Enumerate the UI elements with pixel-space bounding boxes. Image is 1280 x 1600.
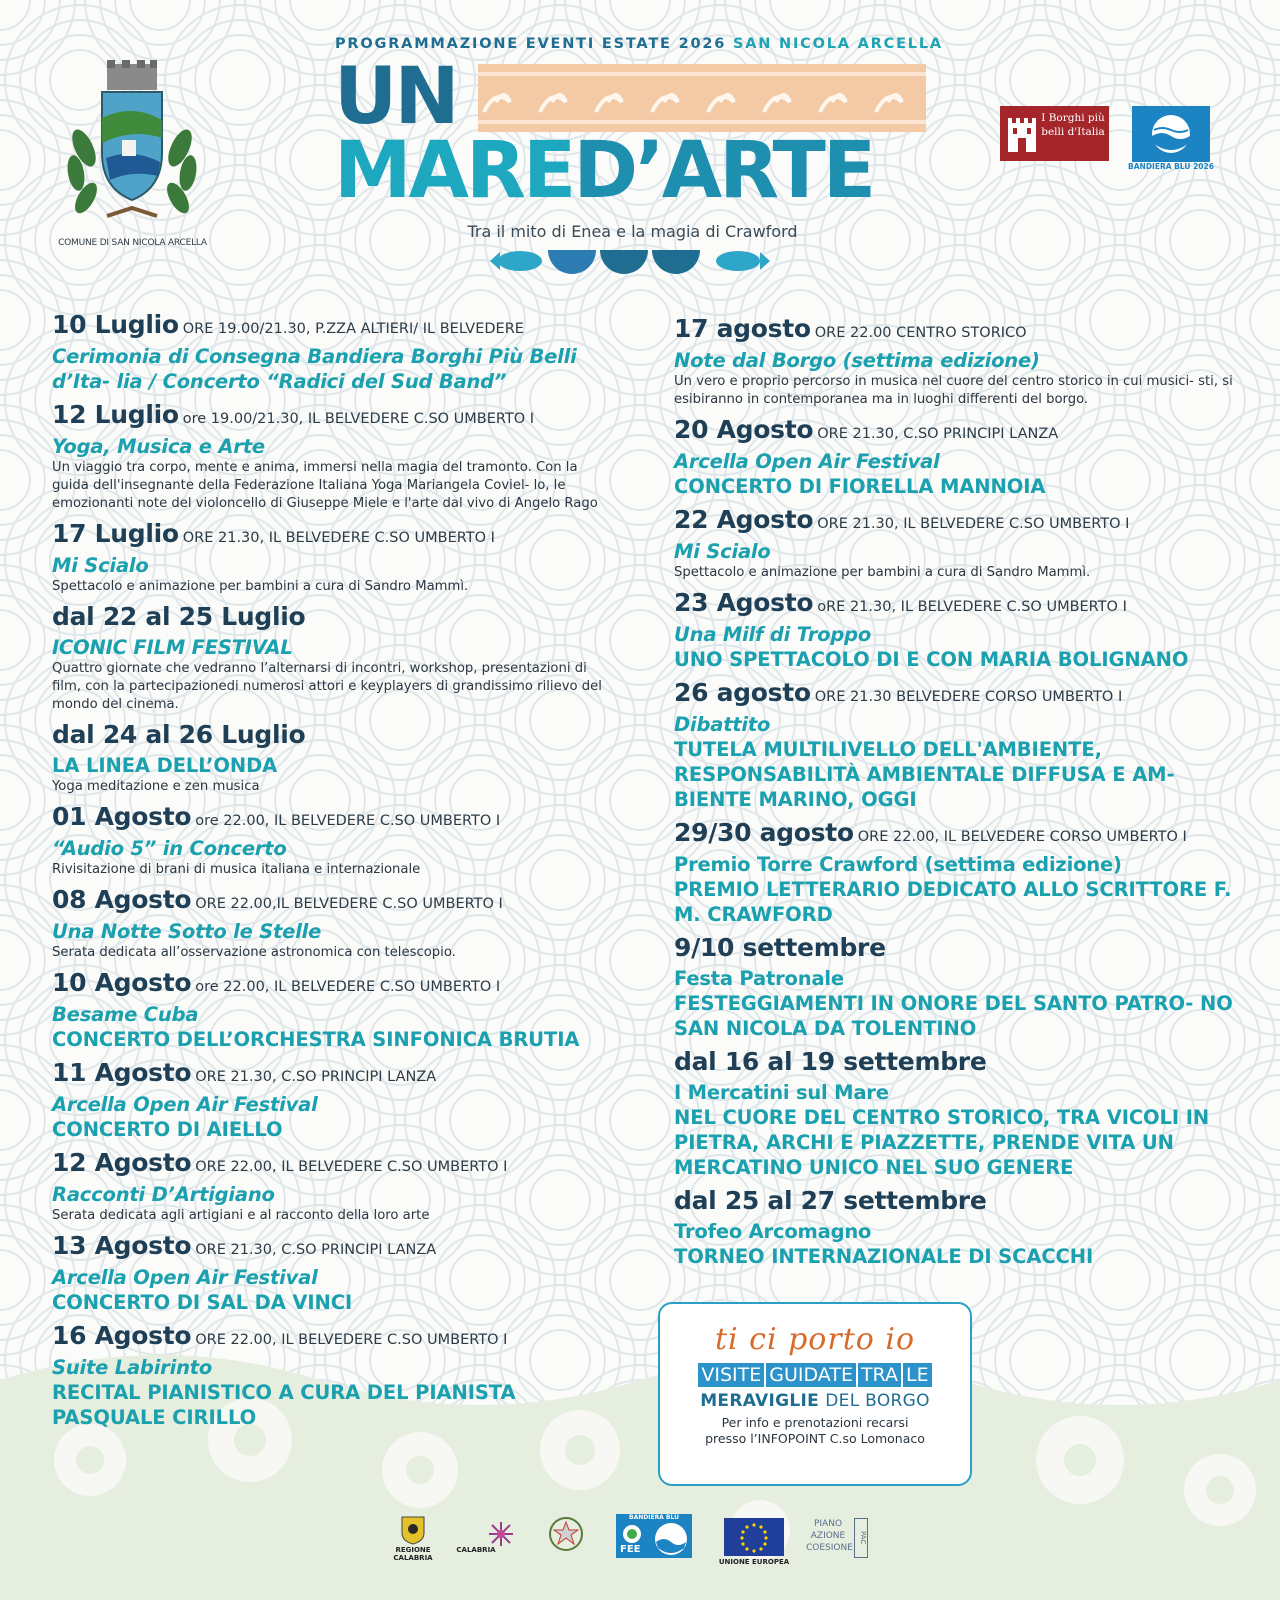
meraviglie-heading <box>660 1391 970 1411</box>
title-darte: D’ARTE <box>573 126 874 216</box>
pac-text-line: PIANO <box>813 1519 843 1529</box>
event-header <box>674 415 1234 449</box>
meraviglie-word: MERAVIGLIE <box>700 1391 820 1411</box>
fish-waves-decoration <box>490 244 770 278</box>
event-time: ORE 22.00, IL BELVEDERE C.SO UMBERTO I <box>195 1332 508 1348</box>
event-name: Festa Patronale <box>674 967 844 990</box>
event-item <box>674 678 1234 812</box>
event-item <box>52 602 612 714</box>
regione-calabria-shield-icon <box>400 1515 426 1545</box>
event-header <box>52 1058 612 1092</box>
event-time: ORE 21.30, IL BELVEDERE C.SO UMBERTO I <box>817 516 1130 532</box>
event-item <box>52 1321 612 1430</box>
event-name: “Audio 5” in Concerto <box>52 837 287 860</box>
info-note <box>660 1415 970 1447</box>
event-item <box>52 310 612 394</box>
borghi-text: I Borghi più belli d'Italia <box>1041 112 1105 138</box>
event-item <box>674 933 1234 1041</box>
event-subtitle: TORNEO INTERNAZIONALE DI SCACCHI <box>674 1245 1094 1268</box>
tag-word: LE <box>903 1363 932 1387</box>
castle-tower-icon <box>1006 114 1038 154</box>
tag-word: TRA <box>858 1363 901 1387</box>
events-column-right <box>674 314 1234 1275</box>
event-item <box>52 1058 612 1142</box>
guided-tours-slogan: ti ci porto io <box>714 1322 916 1357</box>
event-date: dal 24 al 26 Luglio <box>52 720 306 749</box>
event-item <box>52 400 612 513</box>
event-time: ORE 21.30, IL BELVEDERE C.SO UMBERTO I <box>182 530 495 546</box>
fee-label: FEE <box>620 1544 641 1555</box>
event-time: ORE 22.00,IL BELVEDERE C.SO UMBERTO I <box>195 896 503 912</box>
event-description: Un vero e proprio percorso in musica nel cuore del centro storico in cui musici- sti, si esibiranno in contemporanea ma in luoghi differenti del borgo. <box>674 374 1233 407</box>
event-item <box>674 818 1234 927</box>
wave-band-decoration <box>478 64 926 132</box>
event-name: Cerimonia di Consegna Bandiera Borghi Più Belli d’Ita- lia / Concerto “Radici del Sud Band” <box>52 345 577 393</box>
event-subtitle: TUTELA MULTILIVELLO DELL'AMBIENTE, RESPONSABILITÀ AMBIENTALE DIFFUSA E AM- BIENTE MARINO, OGGI <box>674 738 1175 811</box>
bandiera-blu-fee-caption: BANDIERA BLU <box>629 1514 679 1521</box>
event-date: 20 Agosto <box>674 415 814 444</box>
event-subtitle: FESTEGGIAMENTI IN ONORE DEL SANTO PATRO- NO SAN NICOLA DA TOLENTINO <box>674 992 1233 1040</box>
event-item <box>674 505 1234 582</box>
event-header <box>674 1186 1234 1219</box>
event-header <box>52 602 612 635</box>
event-subtitle: CONCERTO DI AIELLO <box>52 1118 283 1141</box>
event-time: ore 19.00/21.30, IL BELVEDERE C.SO UMBERTO I <box>182 411 535 427</box>
event-date: 17 agosto <box>674 314 811 343</box>
event-date: 12 Agosto <box>52 1148 192 1177</box>
event-description: Yoga meditazione e zen musica <box>52 779 260 794</box>
event-time: ORE 22.00, IL BELVEDERE CORSO UMBERTO I <box>857 829 1187 845</box>
event-subtitle: NEL CUORE DEL CENTRO STORICO, TRA VICOLI IN PIETRA, ARCHI E PIAZZETTE, PRENDE VITA UN MERCATINO UNICO NEL SUO GENERE <box>674 1106 1210 1179</box>
event-header <box>52 802 612 836</box>
event-name: Dibattito <box>674 713 771 736</box>
bandiera-blu-logo <box>1132 106 1210 162</box>
event-date: 22 Agosto <box>674 505 814 534</box>
event-header <box>52 519 612 553</box>
event-description: Spettacolo e animazione per bambini a cura di Sandro Mammì. <box>52 579 469 594</box>
info-note-line: Per info e prenotazioni recarsi <box>721 1415 909 1430</box>
pac-text-line: COESIONE <box>806 1543 853 1553</box>
event-date: 17 Luglio <box>52 519 179 548</box>
event-header <box>52 310 612 344</box>
del-borgo-word: DEL BORGO <box>825 1391 930 1411</box>
event-time: ore 22.00, IL BELVEDERE C.SO UMBERTO I <box>195 979 501 995</box>
guided-tours-box <box>658 1302 972 1486</box>
event-date: 16 Agosto <box>52 1321 192 1350</box>
event-item <box>674 314 1234 409</box>
crest-caption: COMUNE DI SAN NICOLA ARCELLA <box>58 238 207 248</box>
borghi-piu-belli-logo <box>1000 106 1109 161</box>
event-name: Premio Torre Crawford (settima edizione) <box>674 853 1122 876</box>
event-item <box>52 720 612 796</box>
guided-tours-tagline <box>660 1363 970 1387</box>
bandiera-blu-fee-logo <box>616 1514 692 1558</box>
bandiera-blu-caption: BANDIERA BLU 2026 <box>1128 162 1214 171</box>
eu-caption: UNIONE EUROPEA <box>718 1558 790 1566</box>
event-date: dal 25 al 27 settembre <box>674 1186 987 1215</box>
event-header <box>52 1231 612 1265</box>
title-mare-darte <box>334 126 874 216</box>
title-mare: MARE <box>334 126 574 216</box>
event-header <box>52 400 612 434</box>
event-name: Una Notte Sotto le Stelle <box>52 920 322 943</box>
event-item <box>52 885 612 962</box>
event-header <box>674 505 1234 539</box>
event-name: I Mercatini sul Mare <box>674 1081 889 1104</box>
event-time: ORE 21.30 BELVEDERE CORSO UMBERTO I <box>814 689 1123 705</box>
event-item <box>674 588 1234 672</box>
event-name: Una Milf di Troppo <box>674 623 872 646</box>
italian-republic-emblem-icon <box>548 1516 584 1552</box>
event-item <box>674 1047 1234 1180</box>
event-subtitle: PREMIO LETTERARIO DEDICATO ALLO SCRITTORE F. M. CRAWFORD <box>674 878 1232 926</box>
event-header <box>52 720 612 753</box>
event-date: 26 agosto <box>674 678 811 707</box>
regione-calabria-caption: REGIONE CALABRIA <box>393 1546 433 1562</box>
event-time: ore 22.00, IL BELVEDERE C.SO UMBERTO I <box>195 813 501 829</box>
event-name: Mi Scialo <box>674 540 771 563</box>
event-subtitle: UNO SPETTACOLO DI E CON MARIA BOLIGNANO <box>674 648 1189 671</box>
event-name: Mi Scialo <box>52 554 149 577</box>
event-description: Serata dedicata all’osservazione astronomica con telescopio. <box>52 945 456 960</box>
event-name: Racconti D’Artigiano <box>52 1183 275 1206</box>
event-time: ORE 19.00/21.30, P.ZZA ALTIERI/ IL BELVEDERE <box>182 321 524 337</box>
event-name: Arcella Open Air Festival <box>52 1093 318 1116</box>
event-date: 08 Agosto <box>52 885 192 914</box>
event-date: 13 Agosto <box>52 1231 192 1260</box>
event-header <box>52 968 612 1002</box>
event-subtitle: CONCERTO DI FIORELLA MANNOIA <box>674 475 1046 498</box>
event-header <box>674 933 1234 966</box>
municipal-crest-icon <box>62 58 202 228</box>
event-item <box>52 1231 612 1315</box>
event-time: ORE 21.30, C.SO PRINCIPI LANZA <box>195 1242 437 1258</box>
event-date: 9/10 settembre <box>674 933 886 962</box>
event-item <box>52 519 612 596</box>
tag-word: GUIDATE <box>766 1363 856 1387</box>
event-header <box>674 588 1234 622</box>
event-header <box>674 314 1234 348</box>
event-name: Yoga, Musica e Arte <box>52 435 265 458</box>
event-header <box>52 1321 612 1355</box>
event-time: oRE 21.30, IL BELVEDERE C.SO UMBERTO I <box>817 599 1127 615</box>
info-note-line: presso l’INFOPOINT C.so Lomonaco <box>705 1431 925 1446</box>
event-name: Arcella Open Air Festival <box>52 1266 318 1289</box>
event-time: ORE 21.30, C.SO PRINCIPI LANZA <box>195 1069 437 1085</box>
event-name: Note dal Borgo (settima edizione) <box>674 349 1040 372</box>
event-description: Un viaggio tra corpo, mente e anima, immersi nella magia del tramonto. Con la guida dell'insegnante della Federazione Italiana Yoga Mariangela Coviel- lo, le emozionanti note del violoncello di Giuseppe Miele e l'arte dal vivo di Angelo Rago <box>52 460 598 511</box>
event-name: Arcella Open Air Festival <box>674 450 940 473</box>
eu-flag-icon <box>724 1518 784 1556</box>
event-header <box>52 885 612 919</box>
tag-word: VISITE <box>698 1363 764 1387</box>
event-time: ORE 22.00, IL BELVEDERE C.SO UMBERTO I <box>195 1159 508 1175</box>
pac-text-line: AZIONE <box>810 1531 846 1541</box>
event-subtitle: RECITAL PIANISTICO A CURA DEL PIANISTA PASQUALE CIRILLO <box>52 1381 516 1429</box>
event-item <box>52 802 612 879</box>
event-item <box>52 1148 612 1225</box>
events-column-left <box>52 310 612 1436</box>
event-header <box>674 678 1234 712</box>
program-label: PROGRAMMAZIONE EVENTI ESTATE 2026 <box>335 36 727 52</box>
event-time: ORE 22.00 CENTRO STORICO <box>814 325 1027 341</box>
pac-tag: PAC <box>854 1518 868 1558</box>
globe-icon <box>622 1524 642 1544</box>
bandiera-blu-wave-icon <box>654 1522 688 1556</box>
event-date: 01 Agosto <box>52 802 192 831</box>
event-item <box>674 415 1234 499</box>
event-subtitle: CONCERTO DI SAL DA VINCI <box>52 1291 353 1314</box>
event-description: Serata dedicata agli artigiani e al racconto della loro arte <box>52 1208 430 1223</box>
event-date: 12 Luglio <box>52 400 179 429</box>
event-description: Rivisitazione di brani di musica italiana e internazionale <box>52 862 421 877</box>
event-description: Quattro giornate che vedranno l’alternarsi di incontri, workshop, presentazioni di film, con la partecipazionedi numerosi attori e keyplayers di grandissimo rilievo del mondo del cinema. <box>52 661 602 712</box>
title-un: UN <box>334 52 457 142</box>
event-item <box>674 1186 1234 1269</box>
event-date: dal 22 al 25 Luglio <box>52 602 306 631</box>
event-name: Besame Cuba <box>52 1003 199 1026</box>
event-header <box>52 1148 612 1182</box>
event-name: Trofeo Arcomagno <box>674 1220 872 1243</box>
event-date: 10 Luglio <box>52 310 179 339</box>
event-description: Spettacolo e animazione per bambini a cura di Sandro Mammì. <box>674 565 1091 580</box>
town-label: SAN NICOLA ARCELLA <box>732 36 943 52</box>
event-name: ICONIC FILM FESTIVAL <box>52 636 293 659</box>
event-date: dal 16 al 19 settembre <box>674 1047 987 1076</box>
program-heading <box>335 36 943 52</box>
event-subtitle: LA LINEA DELL’ONDA <box>52 754 278 777</box>
event-date: 10 Agosto <box>52 968 192 997</box>
event-subtitle: CONCERTO DELL’ORCHESTRA SINFONICA BRUTIA <box>52 1028 580 1051</box>
pac-logo <box>806 1518 870 1558</box>
event-time: ORE 21.30, C.SO PRINCIPI LANZA <box>817 426 1059 442</box>
event-date: 11 Agosto <box>52 1058 192 1087</box>
event-item <box>52 968 612 1052</box>
event-name: Suite Labirinto <box>52 1356 213 1379</box>
event-header <box>674 818 1234 852</box>
event-date: 23 Agosto <box>674 588 814 617</box>
event-date: 29/30 agosto <box>674 818 854 847</box>
subtitle: Tra il mito di Enea e la magia di Crawford <box>467 222 798 241</box>
calabria-caption: CALABRIA <box>456 1546 496 1554</box>
event-header <box>674 1047 1234 1080</box>
